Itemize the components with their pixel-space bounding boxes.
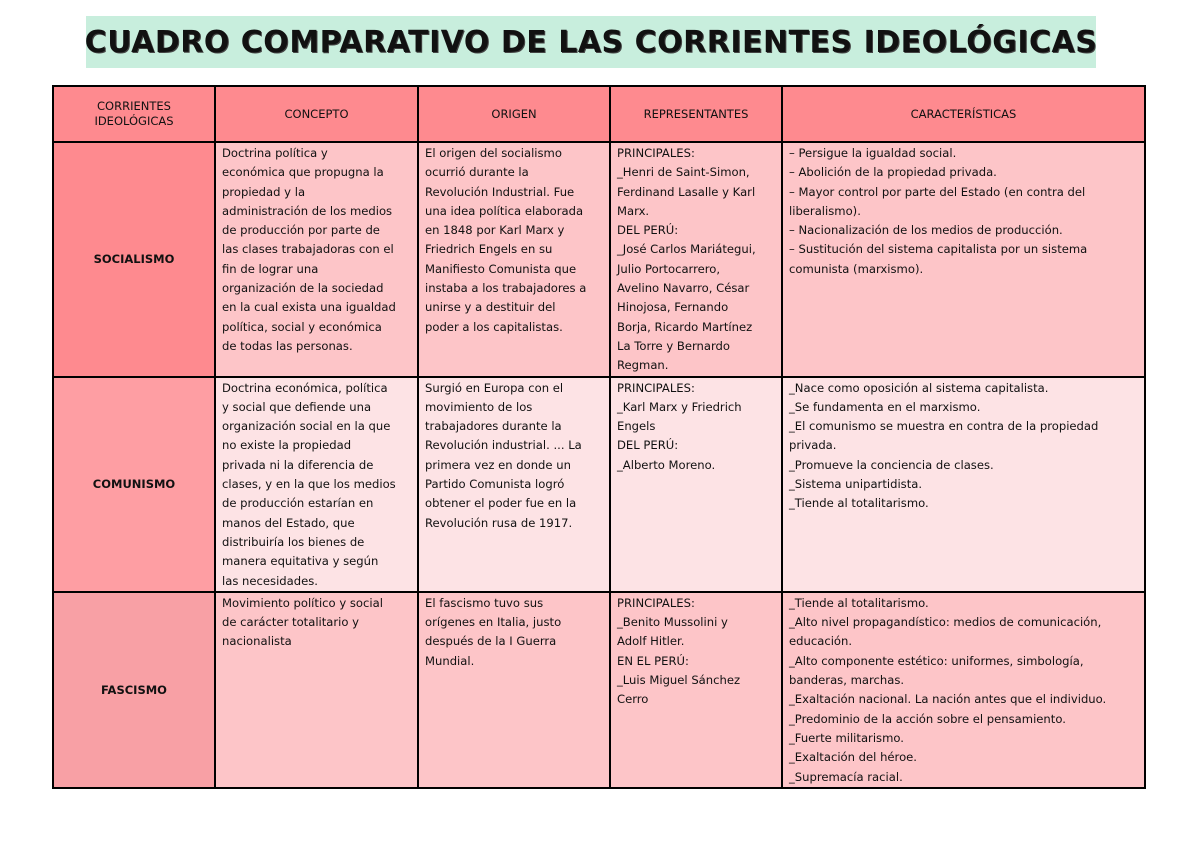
row-label-socialismo: SOCIALISMO — [53, 142, 215, 377]
title-band — [86, 16, 1096, 68]
row-fascismo — [53, 592, 1145, 788]
header-origen: ORIGEN — [418, 86, 610, 142]
header-caracteristicas: CARACTERÍSTICAS — [782, 86, 1145, 142]
row-socialismo — [53, 142, 1145, 377]
cell-origen: El fascismo tuvo sus orígenes en Italia, justo después de la I Guerra Mundial. — [418, 592, 610, 788]
row-comunismo — [53, 377, 1145, 592]
cell-concepto: Movimiento político y social de carácter totalitario y nacionalista — [215, 592, 418, 788]
cell-origen: Surgió en Europa con el movimiento de los trabajadores durante la Revolución industrial. ... La primera vez en donde un Partido Comunista logró obtener el poder fue en la Revolución rusa de 1917. — [418, 377, 610, 592]
page-title: CUADRO COMPARATIVO DE LAS CORRIENTES IDEOLÓGICAS — [84, 24, 1098, 60]
row-label-fascismo: FASCISMO — [53, 592, 215, 788]
cell-caracteristicas: – Persigue la igualdad social. – Abolición de la propiedad privada. – Mayor control por parte del Estado (en contra del liberalismo). – Nacionalización de los medios de producción. – Sustitución del sistema capitalista por un sistema comunista (marxismo). — [782, 142, 1145, 377]
header-concepto: CONCEPTO — [215, 86, 418, 142]
cell-representantes: PRINCIPALES: _Benito Mussolini y Adolf Hitler. EN EL PERÚ: _Luis Miguel Sánchez Cerro — [610, 592, 782, 788]
cell-origen: El origen del socialismo ocurrió durante la Revolución Industrial. Fue una idea política elaborada en 1848 por Karl Marx y Friedrich Engels en su Manifiesto Comunista que instaba a los trabajadores a unirse y a destituir del poder a los capitalistas. — [418, 142, 610, 377]
cell-caracteristicas: _Nace como oposición al sistema capitalista. _Se fundamenta en el marxismo. _El comunismo se muestra en contra de la propiedad privada. _Promueve la conciencia de clases. _Sistema unipartidista. _Tiende al totalitarismo. — [782, 377, 1145, 592]
cell-concepto: Doctrina política y económica que propugna la propiedad y la administración de los medios de producción por parte de las clases trabajadoras con el fin de lograr una organización de la sociedad en la cual exista una igualdad política, social y económica de todas las personas. — [215, 142, 418, 377]
header-row — [53, 86, 1145, 142]
cell-caracteristicas: _Tiende al totalitarismo. _Alto nivel propagandístico: medios de comunicación, educación. _Alto componente estético: uniformes, simbología, banderas, marchas. _Exaltación nacional. La nación antes que el individuo. _Predominio de la acción sobre el pensamiento. _Fuerte militarismo. _Exaltación del héroe. _Supremacía racial. — [782, 592, 1145, 788]
comparison-table — [52, 85, 1146, 789]
cell-representantes: PRINCIPALES: _Henri de Saint-Simon, Ferdinand Lasalle y Karl Marx. DEL PERÚ: _José Carlos Mariátegui, Julio Portocarrero, Avelino Navarro, César Hinojosa, Fernando Borja, Ricardo Martínez La Torre y Bernardo Regman. — [610, 142, 782, 377]
cell-concepto: Doctrina económica, política y social que defiende una organización social en la que no existe la propiedad privada ni la diferencia de clases, y en la que los medios de producción estarían en manos del Estado, que distribuiría los bienes de manera equitativa y según las necesidades. — [215, 377, 418, 592]
header-representantes: REPRESENTANTES — [610, 86, 782, 142]
header-corrientes: CORRIENTES IDEOLÓGICAS — [53, 86, 215, 142]
row-label-comunismo: COMUNISMO — [53, 377, 215, 592]
cell-representantes: PRINCIPALES: _Karl Marx y Friedrich Engels DEL PERÚ: _Alberto Moreno. — [610, 377, 782, 592]
